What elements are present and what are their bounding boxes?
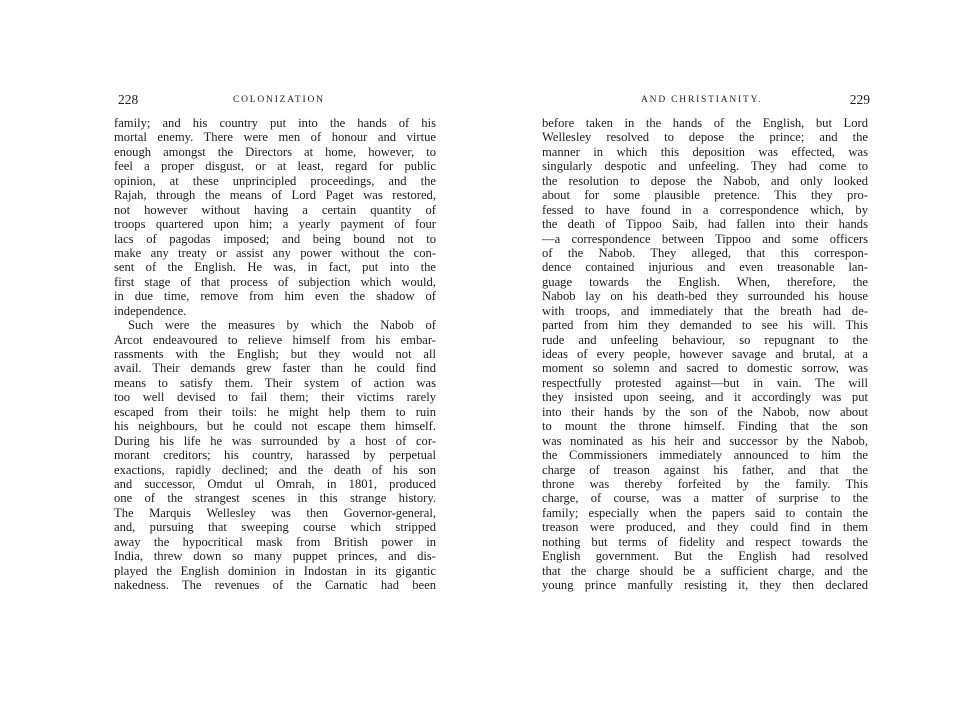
text-line: feel a proper disgust, or at least, regard for public <box>114 159 436 174</box>
text-line: into their hands by the son of the Nabob, now about <box>542 404 868 419</box>
text-line: the death of Tippoo Saib, had fallen into their hands <box>542 217 868 232</box>
text-line: moment so solemn and sacred to domestic sorrow, was <box>542 361 868 376</box>
text-line: manner in which this deposition was effected, was <box>542 144 868 159</box>
text-line: During his life he was surrounded by a host of cor- <box>114 433 436 448</box>
text-line: was nominated as his heir and successor by the Nabob, <box>542 433 868 448</box>
text-line: first stage of that process of subjection which would, <box>114 274 436 289</box>
text-line: Such were the measures by which the Nabob of <box>128 318 436 333</box>
text-line: young prince manfully resisting it, they then declared <box>542 578 868 592</box>
text-line: one of the strangest scenes in this strange history. <box>114 491 436 506</box>
text-line: charge of treason against his father, and that the <box>542 462 868 477</box>
text-line: make any treaty or assist any power without the con- <box>114 245 436 260</box>
text-line: escaped from their toils: he might help them to ruin <box>114 404 436 419</box>
text-line: the Commissioners immediately announced to him the <box>542 448 868 463</box>
left-page-body <box>114 116 436 592</box>
text-line: The Marquis Wellesley was then Governor-general, <box>114 505 436 520</box>
text-line: means to satisfy them. Their system of action was <box>114 375 436 390</box>
text-line: guage towards the English. When, therefore, the <box>542 274 868 289</box>
text-line: independence. <box>114 303 187 318</box>
text-line: dence contained injurious and even treasonable lan- <box>542 260 868 275</box>
text-line: rassments with the English; but they would not all <box>114 347 436 361</box>
text-line: Rajah, through the means of Lord Paget was restored, <box>114 188 436 203</box>
text-line: exactions, rapidly declined; and the death of his son <box>114 462 436 477</box>
text-line: about for some plausible pretence. This they pro- <box>542 188 868 203</box>
text-line: throne was thereby forfeited by the family. This <box>542 476 868 491</box>
text-line: Nabob lay on his death-bed they surrounded his house <box>542 289 868 304</box>
text-line: to mount the throne himself. Finding that the son <box>542 419 868 434</box>
text-line: avail. Their demands grew faster than he could find <box>114 361 436 376</box>
text-line: mortal enemy. There were men of honour and virtue <box>114 130 436 145</box>
text-line: Arcot endeavoured to relieve himself from his embar- <box>114 332 436 347</box>
right-page-body <box>542 116 868 592</box>
text-line: singularly despotic and unfeeling. They had come to <box>542 159 868 174</box>
text-line: lacs of pagodas imposed; and being bound not to <box>114 231 436 246</box>
text-line: nakedness. The revenues of the Carnatic had been <box>114 578 436 592</box>
text-line: parted from him they demanded to see his will. This <box>542 318 868 333</box>
text-line: in due time, remove from him even the shadow of <box>114 289 436 304</box>
text-line: respectfully protested against—but in vain. The will <box>542 375 868 390</box>
right-page-header <box>540 92 870 108</box>
right-page <box>490 0 980 705</box>
text-line: treason were produced, and they could find in them <box>542 520 868 535</box>
text-line: sent of the English. He was, in fact, put into the <box>114 260 436 275</box>
running-title: AND CHRISTIANITY. <box>641 95 763 105</box>
text-line: morant creditors; his country, harassed by perpetual <box>114 448 436 463</box>
text-line: with troops, and immediately that the breath had de- <box>542 303 868 318</box>
text-line: too well devised to fail them; their victims rarely <box>114 390 436 405</box>
text-line: opinion, at these unprincipled proceedings, and the <box>114 173 436 188</box>
text-line: family; and his country put into the hands of his <box>114 116 436 130</box>
text-line: the resolution to depose the Nabob, and only looked <box>542 173 868 188</box>
text-line: nothing but terms of fidelity and respect towards the <box>542 534 868 549</box>
left-page-header <box>118 92 438 108</box>
text-line: and successor, Omdut ul Omrah, in 1801, produced <box>114 476 436 491</box>
text-line: enough amongst the Directors at home, however, to <box>114 144 436 159</box>
text-line: away the hypocritical mask from British power in <box>114 534 436 549</box>
text-line: family; especially when the papers said to contain the <box>542 505 868 520</box>
text-line: troops quartered upon him; a yearly payment of four <box>114 217 436 232</box>
text-line: they insisted upon seeing, and it accordingly was put <box>542 390 868 405</box>
text-line: played the English dominion in Indostan in its gigantic <box>114 563 436 578</box>
text-line: ideas of every people, however savage and brutal, at a <box>542 347 868 361</box>
text-line: not however without having a certain quantity of <box>114 202 436 217</box>
text-line: his neighbours, but he could not escape them himself. <box>114 419 436 434</box>
text-line: and, pursuing that sweeping course which stripped <box>114 520 436 535</box>
text-line: —a correspondence between Tippoo and some officers <box>542 231 868 246</box>
text-line: English government. But the English had resolved <box>542 549 868 564</box>
text-line: Wellesley resolved to depose the prince; and the <box>542 130 868 145</box>
running-title: COLONIZATION <box>233 95 325 105</box>
page-number: 228 <box>118 92 139 107</box>
text-line: rude and unfeeling behaviour, so repugnant to the <box>542 332 868 347</box>
text-line: fessed to have found in a correspondence which, by <box>542 202 868 217</box>
text-line: of the Nabob. They alleged, that this correspon- <box>542 245 868 260</box>
text-line: that the charge should be a sufficient charge, and the <box>542 563 868 578</box>
text-line: before taken in the hands of the English, but Lord <box>542 116 868 130</box>
page-number: 229 <box>849 92 870 107</box>
text-line: India, threw down so many puppet princes, and dis- <box>114 549 436 564</box>
text-line: charge, of course, was a matter of surprise to the <box>542 491 868 506</box>
